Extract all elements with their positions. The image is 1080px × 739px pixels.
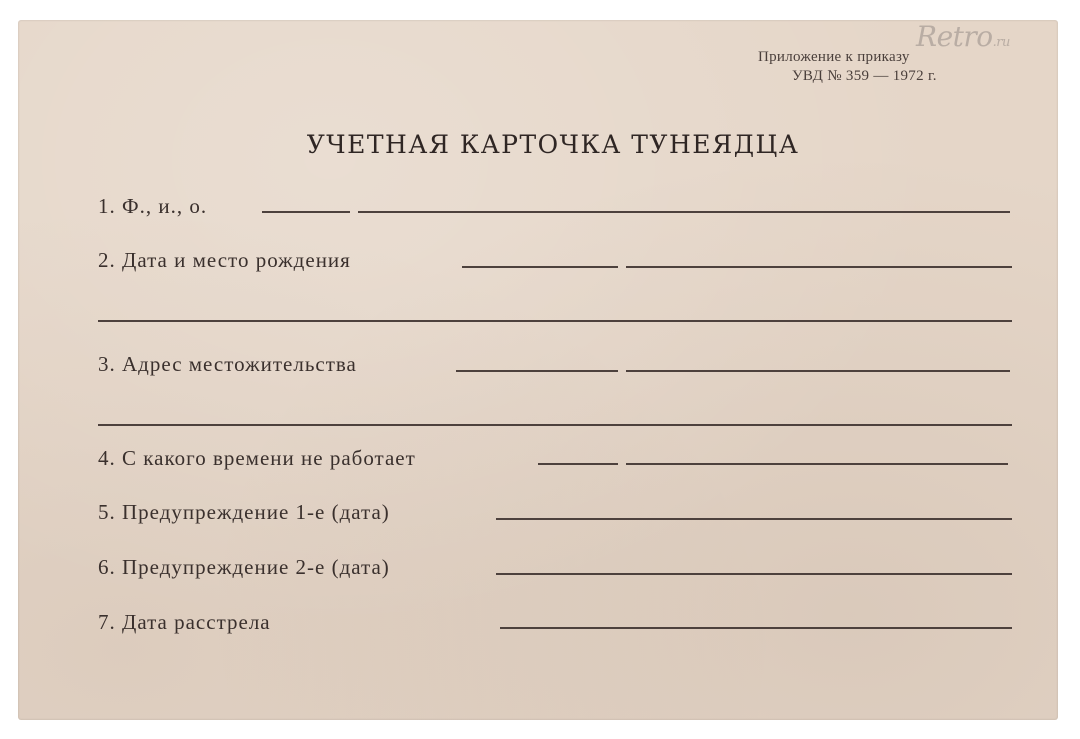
field-4-line-b[interactable] xyxy=(626,463,1008,465)
field-2-line-c[interactable] xyxy=(98,320,1012,322)
field-5-text: Предупреждение 1-е (дата) xyxy=(122,500,390,524)
field-6-text: Предупреждение 2-е (дата) xyxy=(122,555,390,579)
field-4-line-a[interactable] xyxy=(538,463,618,465)
field-3-line-a[interactable] xyxy=(456,370,618,372)
field-6-number: 6. xyxy=(98,555,116,579)
watermark-suffix: .ru xyxy=(992,35,1010,50)
field-4-label xyxy=(98,446,416,471)
field-7-number: 7. xyxy=(98,610,116,634)
field-4-number: 4. xyxy=(98,446,116,470)
field-1-label xyxy=(98,194,207,219)
field-2-line-a[interactable] xyxy=(462,266,618,268)
field-7-text: Дата расстрела xyxy=(122,610,271,634)
field-1-text: Ф., и., о. xyxy=(122,194,208,218)
field-7-label xyxy=(98,610,271,635)
field-5-label xyxy=(98,500,390,525)
field-3-text: Адрес местожительства xyxy=(122,352,357,376)
registration-card xyxy=(18,20,1058,720)
field-1-line-b[interactable] xyxy=(358,211,1010,213)
field-3-line-c[interactable] xyxy=(98,424,1012,426)
field-1-number: 1. xyxy=(98,194,116,218)
field-2-text: Дата и место рождения xyxy=(122,248,351,272)
field-2-line-b[interactable] xyxy=(626,266,1012,268)
watermark-text: Retro xyxy=(916,20,993,53)
field-3-label xyxy=(98,352,357,377)
field-6-line[interactable] xyxy=(496,573,1012,575)
field-4-text: С какого времени не работает xyxy=(122,446,416,470)
field-7-line[interactable] xyxy=(500,627,1012,629)
appendix-note xyxy=(758,48,1028,86)
card-title: УЧЕТНАЯ КАРТОЧКА ТУНЕЯДЦА xyxy=(306,130,800,159)
appendix-line-2: УВД № 359 — 1972 г. xyxy=(792,68,937,84)
field-5-number: 5. xyxy=(98,500,116,524)
field-3-number: 3. xyxy=(98,352,116,376)
field-3-line-b[interactable] xyxy=(626,370,1010,372)
field-2-number: 2. xyxy=(98,248,116,272)
appendix-line-1: Приложение к приказу xyxy=(758,49,910,65)
field-6-label xyxy=(98,555,390,580)
field-1-line-a[interactable] xyxy=(262,211,350,213)
field-2-label xyxy=(98,248,351,273)
field-5-line[interactable] xyxy=(496,518,1012,520)
